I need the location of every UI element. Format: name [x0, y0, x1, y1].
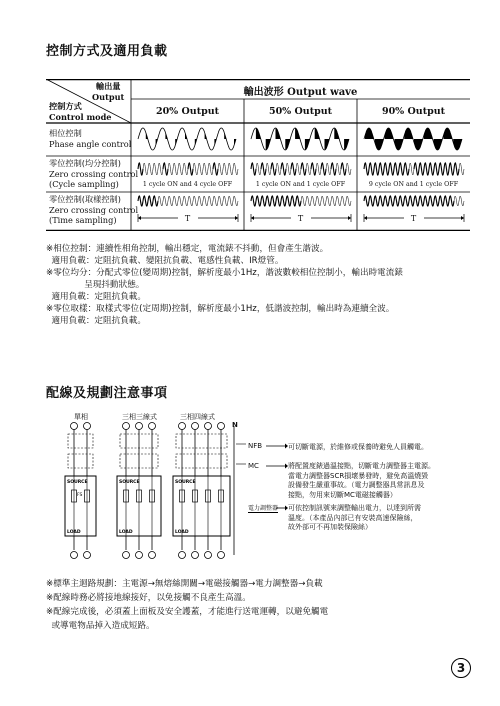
nfb-box: [176, 434, 227, 448]
source-terminal: [149, 423, 156, 430]
phase-angle-fill: [165, 133, 167, 140]
phase-angle-fill: [214, 139, 216, 146]
time-sampling-wave: [193, 196, 198, 206]
cycle-sampling-wave: [271, 163, 276, 175]
time-sampling-wave: [414, 196, 419, 206]
time-sampling-wave: [213, 196, 218, 206]
time-sampling-wave: [251, 196, 256, 206]
power-regulator-box: [65, 476, 96, 536]
source-label: SOURCE: [119, 480, 140, 485]
cycle-sampling-wave: [346, 163, 351, 175]
phase-angle-fill: [315, 128, 320, 139]
cycle-sampling-wave: [173, 163, 178, 175]
cycle-sampling-wave: [454, 163, 459, 175]
time-sampling-wave: [424, 196, 429, 206]
time-sampling-wave: [291, 196, 296, 206]
legend-mc-line: 接點，勿用來切斷MC電磁接觸器）: [288, 490, 397, 499]
caption-20: 1 cycle ON and 4 cycle OFF: [142, 181, 233, 188]
wave-header: 輸出波形 Output wave: [243, 87, 358, 98]
cycle-sampling-wave: [429, 163, 434, 175]
mc-box: [176, 454, 227, 468]
time-sampling-wave: [208, 196, 213, 206]
source-terminal: [179, 423, 186, 430]
phase-angle-fill: [146, 133, 148, 140]
time-sampling-wave: [198, 196, 203, 206]
cycle-sampling-wave: [459, 163, 464, 175]
time-sampling-wave: [153, 196, 158, 206]
cycle-sampling-wave: [336, 163, 341, 175]
time-sampling-wave: [138, 196, 143, 206]
time-sampling-wave: [281, 196, 286, 206]
corner-output-label: [92, 81, 124, 102]
row2-line3: (Cycle sampling): [49, 179, 119, 189]
wiring-diagram: [60, 410, 263, 570]
load-label: LOAD: [175, 530, 189, 535]
time-sampling-wave: [439, 196, 444, 206]
t-label-50: T: [297, 214, 304, 223]
label-single-phase: 單相: [74, 413, 88, 421]
cycle-sampling-wave: [316, 163, 321, 175]
cycle-sampling-wave: [218, 163, 223, 175]
cycle-sampling-wave: [223, 163, 228, 175]
power-regulator-box: [173, 476, 230, 536]
cycle-sampling-wave: [261, 163, 266, 175]
legend-tag-power-regulator: 電力調整器: [248, 505, 279, 512]
waveforms: [138, 128, 464, 222]
cycle-sampling-wave: [306, 163, 311, 175]
time-sampling-wave: [374, 196, 379, 206]
row1-line2: Phase angle control: [49, 138, 132, 149]
time-sampling-wave: [261, 196, 266, 206]
legend-mc-line: 設備發生嚴重事故。（電力調整器具常訊息及: [288, 481, 425, 489]
cycle-sampling-wave: [233, 163, 238, 175]
cycle-sampling-wave: [183, 163, 188, 175]
row-label-time-sampling: [49, 194, 138, 226]
cycle-sampling-wave: [143, 163, 148, 175]
cycle-sampling-wave: [414, 163, 419, 175]
time-sampling-wave: [286, 196, 291, 206]
cycle-sampling-wave: [198, 163, 203, 175]
legend-mc-line: 當電力調整器SCR損壞暴發時，避免高溫燒毀: [288, 471, 429, 480]
source-terminal: [192, 423, 199, 430]
source-terminal: [205, 423, 212, 430]
time-sampling-wave: [188, 196, 193, 206]
phase-angle-fill: [185, 133, 187, 140]
nfb-box: [68, 434, 93, 448]
cycle-sampling-wave: [228, 163, 233, 175]
cycle-sampling-wave: [331, 163, 336, 175]
time-sampling-wave: [346, 196, 351, 206]
cycle-sampling-wave: [449, 163, 454, 175]
cycle-sampling-wave: [251, 163, 256, 175]
time-sampling-wave: [434, 196, 439, 206]
legend-pr-line: 可依控制訊號來調整輸出電力，以達到所需: [288, 504, 421, 512]
source-terminal: [84, 423, 91, 430]
time-sampling-wave: [369, 196, 374, 206]
time-sampling-wave: [389, 196, 394, 206]
time-sampling-wave: [444, 196, 449, 206]
cycle-sampling-wave: [193, 163, 198, 175]
row-label-phase-angle: [49, 128, 131, 149]
phase-angle-fill: [344, 139, 349, 150]
cycle-sampling-wave: [419, 163, 424, 175]
cycle-sampling-wave: [208, 163, 213, 175]
source-terminal: [218, 423, 225, 430]
phase-angle-fill: [334, 128, 339, 139]
phase-angle-fill: [295, 128, 300, 139]
row3-line3: (Time sampling): [49, 215, 117, 225]
time-sampling-wave: [321, 196, 326, 206]
time-sampling-wave: [148, 196, 153, 206]
cycle-sampling-wave: [256, 163, 261, 175]
cycle-sampling-wave: [163, 163, 168, 175]
cycle-sampling-wave: [326, 163, 331, 175]
cycle-sampling-wave: [281, 163, 286, 175]
time-sampling-wave: [168, 196, 173, 206]
note-line: ※標準主迴路規劃：主電源→無熔絲開關→電磁接觸器→電力調整器→負載: [46, 579, 323, 589]
cycle-sampling-wave: [178, 163, 183, 175]
corner-mode-label: [49, 101, 112, 122]
cycle-sampling-wave: [374, 163, 379, 175]
source-terminal: [123, 423, 130, 430]
legend-pr-line: 溫度。（本產品內部已有安裝高速保險絲，: [288, 513, 418, 522]
cycle-sampling-wave: [321, 163, 326, 175]
time-sampling-wave: [429, 196, 434, 206]
cycle-sampling-wave: [286, 163, 291, 175]
time-sampling-wave: [203, 196, 208, 206]
label-neutral: N: [232, 421, 238, 429]
time-sampling-wave: [173, 196, 178, 206]
cycle-sampling-wave: [341, 163, 346, 175]
cycle-sampling-wave: [188, 163, 193, 175]
note-line: ※零位均分：分配式零位(變周期)控制，解析度最小1Hz，諧波數較相位控制小，輸出時電流錶: [46, 268, 403, 278]
load-terminal: [149, 552, 156, 559]
section-title-wiring: 配線及規劃注意事項: [46, 386, 168, 401]
row-label-cycle-sampling: [49, 158, 138, 190]
column-20-output: 20% Output: [155, 106, 220, 117]
time-sampling-wave: [266, 196, 271, 206]
note-line: ※配線時務必將接地線接好，以免接觸不良產生高溫。: [46, 593, 251, 603]
load-terminal: [192, 552, 199, 559]
note-line: ※相位控制：連續性相角控制，輸出穩定，電流錶不抖動，但會產生諧波。: [46, 244, 329, 254]
phase-angle-fill: [325, 139, 330, 150]
phase-angle-fill: [276, 128, 281, 139]
time-sampling-wave: [316, 196, 321, 206]
cycle-sampling-wave: [213, 163, 218, 175]
legend-tag-nfb: NFB: [248, 442, 263, 450]
note-line: ※配線完成後，必須蓋上面板及安全護蓋，才能進行送電運轉，以避免觸電: [46, 607, 329, 617]
note-line: 適用負載：定阻抗負載。: [46, 292, 146, 302]
legend-text-power-regulator: [288, 504, 421, 533]
cycle-sampling-wave: [296, 163, 301, 175]
cycle-sampling-wave: [409, 163, 414, 175]
row3-line1: 零位控制(取樣控制): [49, 194, 121, 204]
phase-angle-fill: [195, 139, 197, 146]
phase-angle-fill: [266, 139, 271, 150]
cycle-sampling-wave: [384, 163, 389, 175]
note-line: ※零位取樣：取樣式零位(定周期)控制，解析度最小1Hz，低諧波控制，輸出時為連續全波。: [46, 304, 395, 314]
notes-section1: [46, 243, 403, 327]
cycle-sampling-wave: [148, 163, 153, 175]
load-terminal: [179, 552, 186, 559]
source-terminal: [136, 423, 143, 430]
t-label-90: T: [410, 214, 417, 223]
time-sampling-wave: [404, 196, 409, 206]
legend-pr-line: 故外部可不再加裝保險絲）: [288, 523, 372, 531]
cycle-sampling-wave: [153, 163, 158, 175]
time-sampling-wave: [419, 196, 424, 206]
time-sampling-wave: [183, 196, 188, 206]
cycle-sampling-wave: [158, 163, 163, 175]
note-line: 適用負載：定阻抗負載。: [46, 316, 146, 326]
time-sampling-wave: [143, 196, 148, 206]
cycle-sampling-wave: [301, 163, 306, 175]
time-sampling-wave: [399, 196, 404, 206]
time-sampling-wave: [158, 196, 163, 206]
row2-line1: 零位控制(均分控制): [49, 158, 121, 168]
time-sampling-wave: [228, 196, 233, 206]
time-sampling-wave: [394, 196, 399, 206]
cycle-sampling-wave: [444, 163, 449, 175]
note-line: 或導電物品掉入造成短路。: [46, 621, 155, 631]
note-line: 呈現抖動狀態。: [46, 280, 145, 290]
time-sampling-wave: [301, 196, 306, 206]
source-label: SOURCE: [175, 480, 196, 485]
label-three-phase-three-wire: 三相三線式: [122, 413, 157, 421]
notes-section2: [46, 577, 328, 633]
time-sampling-wave: [223, 196, 228, 206]
time-sampling-wave: [364, 196, 369, 206]
legend-arrows: [266, 442, 288, 522]
time-sampling-wave: [178, 196, 183, 206]
load-terminal: [123, 552, 130, 559]
load-label: LOAD: [67, 530, 81, 535]
cycle-sampling-wave: [379, 163, 384, 175]
label-three-phase-four-wire: 三相四線式: [180, 413, 215, 421]
row3-line2: Zero crossing control: [49, 204, 139, 215]
control-mode-table: [46, 79, 470, 231]
time-sampling-wave: [218, 196, 223, 206]
t-label-20: T: [184, 214, 191, 223]
time-sampling-wave: [341, 196, 346, 206]
time-sampling-wave: [296, 196, 301, 206]
cycle-sampling-wave: [266, 163, 271, 175]
cycle-sampling-wave: [311, 163, 316, 175]
column-90-output: 90% Output: [381, 106, 446, 117]
cycle-sampling-wave: [138, 163, 143, 175]
note-line: 適用負載：定阻抗負載、變阻抗負載、電感性負載、IR燈管。: [46, 256, 284, 266]
source-label: SOURCE: [67, 480, 88, 485]
phase-angle-fill: [156, 139, 158, 146]
time-sampling-wave: [331, 196, 336, 206]
load-terminal: [205, 552, 212, 559]
cycle-sampling-wave: [434, 163, 439, 175]
phase-angle-fill: [175, 139, 177, 146]
caption-50: 1 cycle ON and 1 cycle OFF: [255, 181, 346, 188]
load-terminal: [71, 552, 78, 559]
cycle-sampling-wave: [424, 163, 429, 175]
legend-tag-mc: MC: [248, 462, 259, 470]
cycle-sampling-wave: [404, 163, 409, 175]
load-terminal: [218, 552, 225, 559]
cycle-sampling-wave: [394, 163, 399, 175]
load-terminal: [84, 552, 91, 559]
phase-angle-fill: [285, 139, 290, 150]
time-sampling-wave: [409, 196, 414, 206]
phase-angle-fill: [256, 128, 261, 139]
column-50-output: 50% Output: [268, 106, 333, 117]
load-label: LOAD: [119, 530, 133, 535]
cycle-sampling-wave: [276, 163, 281, 175]
source-terminal: [71, 423, 78, 430]
time-sampling-wave: [379, 196, 384, 206]
corner-bottom-zh: 控制方式: [49, 101, 82, 111]
time-sampling-wave: [449, 196, 454, 206]
phase-angle-fill: [205, 133, 207, 140]
cycle-sampling-wave: [399, 163, 404, 175]
legend-text-mc: [288, 462, 435, 500]
time-sampling-wave: [271, 196, 276, 206]
section-title-control-mode: 控制方式及適用負載: [46, 44, 168, 59]
legend-text-nfb: 可切斷電源，於維修或保養時避免人員觸電。: [288, 443, 428, 451]
cycle-sampling-wave: [439, 163, 444, 175]
phase-angle-fill: [234, 139, 236, 146]
time-sampling-wave: [336, 196, 341, 206]
time-sampling-wave: [454, 196, 459, 206]
load-terminal: [136, 552, 143, 559]
corner-top-zh: 輸出量: [95, 81, 121, 91]
time-sampling-wave: [256, 196, 261, 206]
cycle-sampling-wave: [291, 163, 296, 175]
cycle-sampling-wave: [389, 163, 394, 175]
time-sampling-wave: [276, 196, 281, 206]
cycle-sampling-wave: [203, 163, 208, 175]
time-sampling-wave: [326, 196, 331, 206]
row2-line2: Zero crossing control: [49, 168, 139, 179]
corner-bottom-en: Control mode: [49, 111, 112, 122]
fs-label: FS: [77, 493, 83, 498]
phase-angle-fill: [305, 139, 310, 150]
cycle-sampling-wave: [369, 163, 374, 175]
page-number: 3: [451, 658, 471, 678]
time-sampling-wave: [233, 196, 238, 206]
phase-angle-fill: [224, 133, 226, 140]
mc-box: [68, 454, 93, 468]
cycle-sampling-wave: [168, 163, 173, 175]
time-sampling-wave: [459, 196, 464, 206]
caption-90: 9 cycle ON and 1 cycle OFF: [368, 181, 459, 188]
row1-line1: 相位控制: [49, 128, 82, 138]
legend-mc-line: 將配置度錶過溫接點，切斷電力調整器主電源。: [288, 462, 435, 470]
time-sampling-wave: [306, 196, 311, 206]
time-sampling-wave: [384, 196, 389, 206]
time-sampling-wave: [311, 196, 316, 206]
cycle-sampling-wave: [364, 163, 369, 175]
corner-top-en: Output: [92, 91, 125, 102]
time-sampling-wave: [163, 196, 168, 206]
